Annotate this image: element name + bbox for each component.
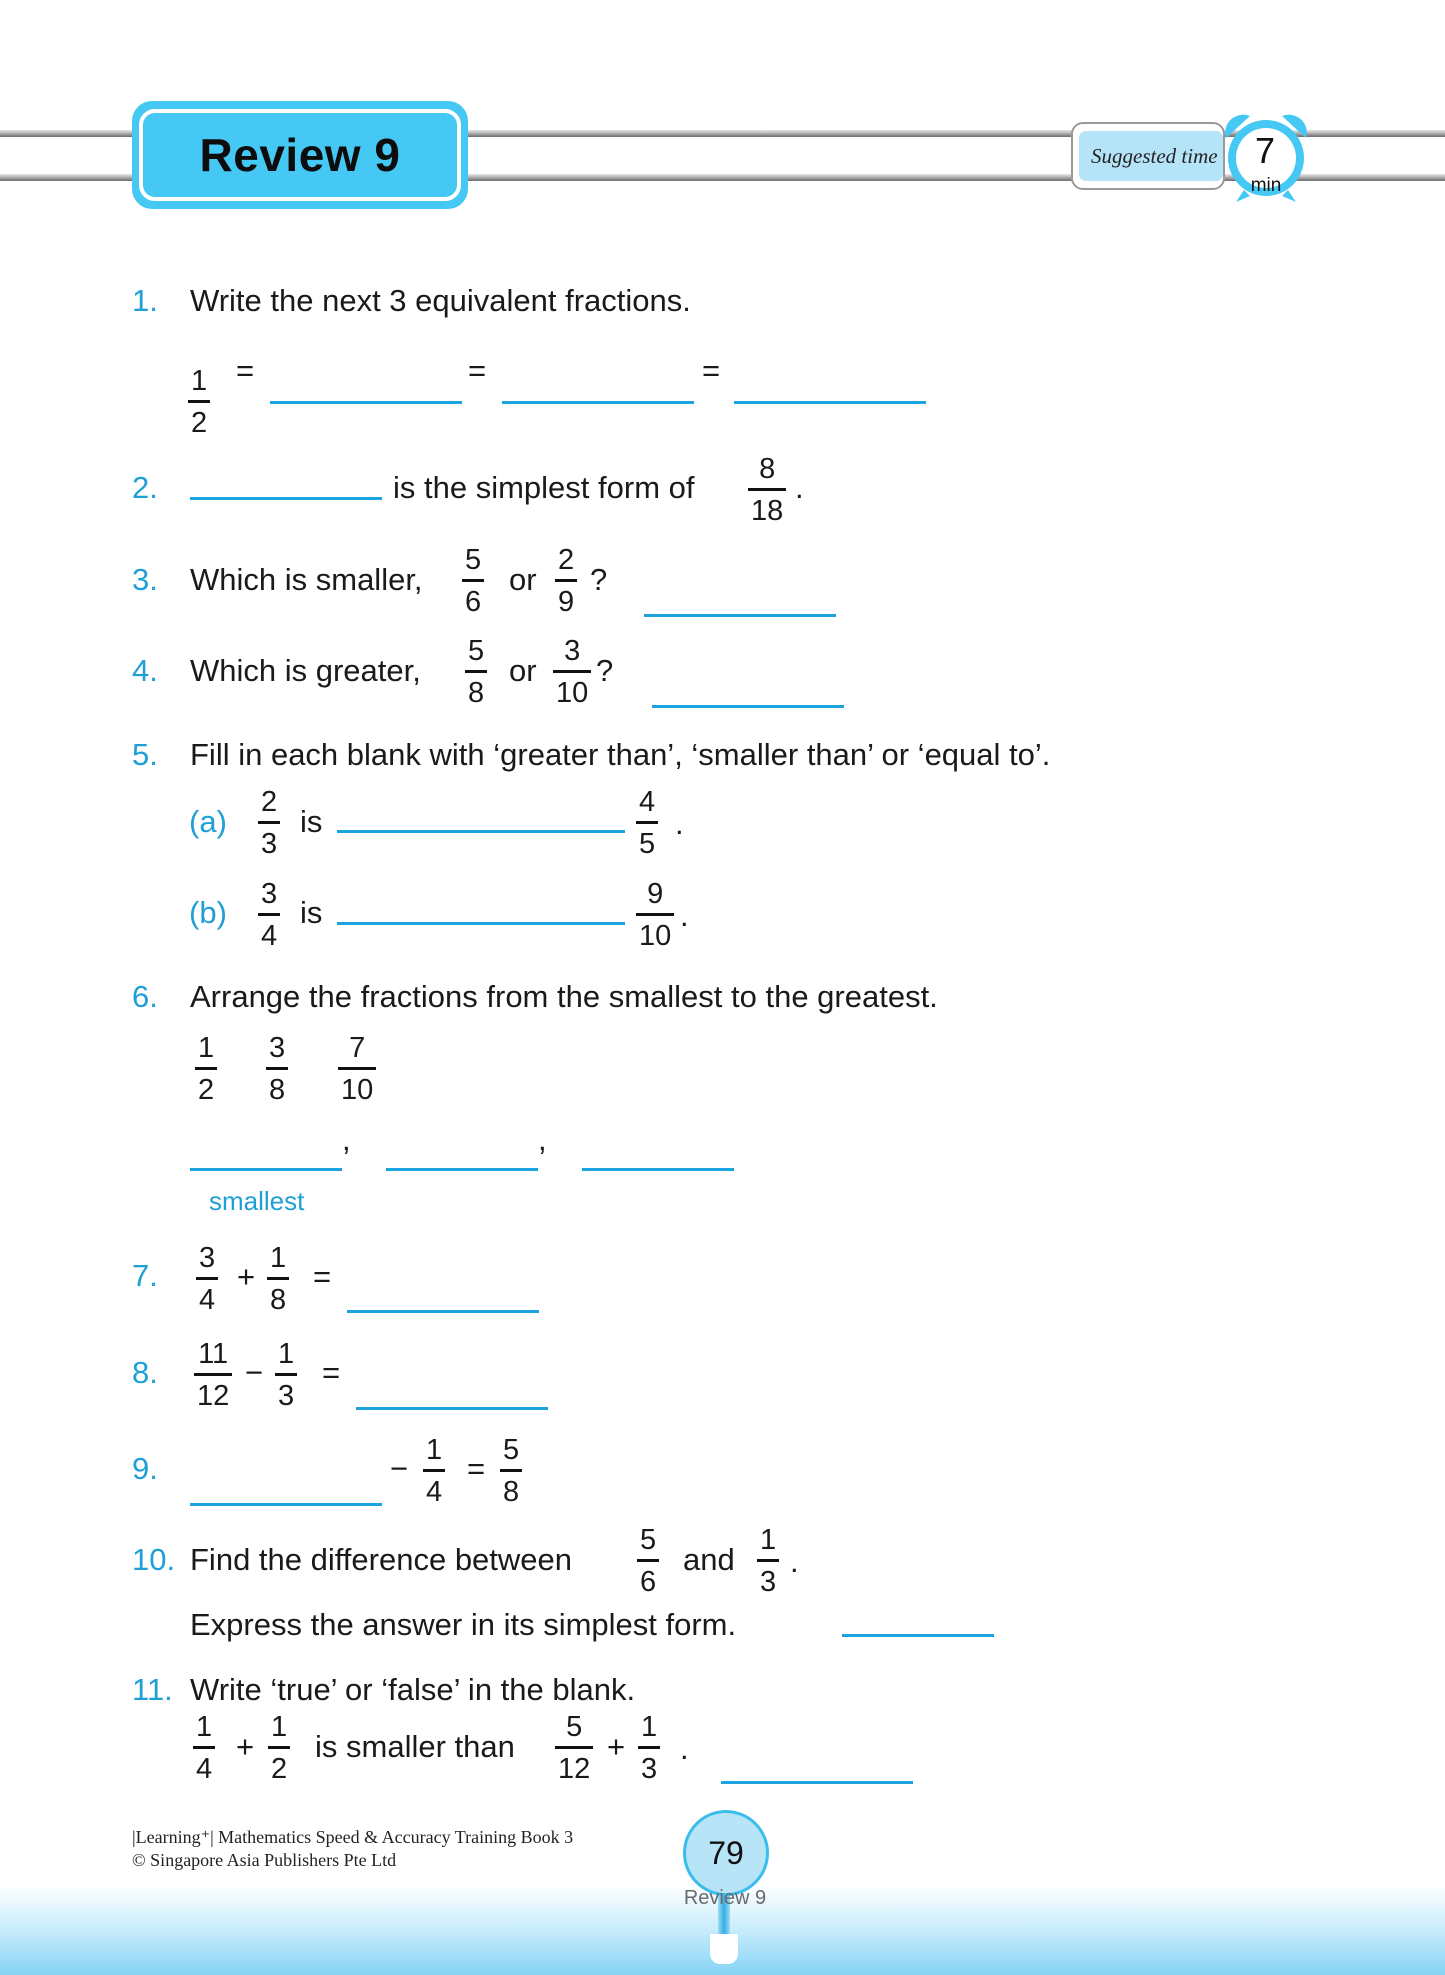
denominator: 10 [639,920,672,952]
numerator: 1 [198,1032,215,1064]
denominator: 8 [270,1284,287,1316]
fraction [636,880,674,951]
equals-sign: = [467,1451,486,1486]
numerator: 2 [261,786,278,818]
denominator: 3 [261,828,278,860]
minus-sign: − [245,1355,264,1390]
page-title: Review 9 [199,129,401,181]
denominator: 10 [341,1074,374,1106]
question-text: is the simplest form of [393,470,695,505]
question-text: Fill in each blank with ‘greater than’, ‘smaller than’ or ‘equal to’. [190,737,1051,772]
numerator: 5 [640,1524,657,1556]
numerator: 3 [564,635,581,667]
fraction [267,1244,289,1315]
denominator: 4 [426,1476,443,1508]
numerator: 3 [199,1242,216,1274]
answer-blank[interactable] [644,614,836,617]
smallest-label: smallest [209,1186,305,1216]
question-text: Write the next 3 equivalent fractions. [190,283,691,318]
denominator: 6 [465,586,482,618]
is-text: is [300,804,323,839]
fraction [275,1340,297,1411]
answer-blank[interactable] [190,1503,382,1506]
fraction [338,1034,376,1105]
fraction [258,880,280,951]
denominator: 5 [639,828,656,860]
numerator: 2 [558,544,575,576]
equals-sign: = [236,353,255,388]
fraction [266,1034,288,1105]
equals-sign: = [313,1259,332,1294]
page-title-inner [139,109,461,201]
period: . [680,898,689,933]
denominator: 2 [271,1753,288,1785]
and-text: and [683,1542,735,1577]
denominator: 2 [198,1074,215,1106]
answer-blank[interactable] [386,1168,538,1171]
suggested-time-value: 7 [1254,130,1276,171]
question-mark: ? [596,653,614,688]
fraction [268,1713,290,1784]
numerator: 7 [349,1032,366,1064]
answer-blank[interactable] [356,1407,548,1410]
denominator: 3 [641,1753,658,1785]
numerator: 1 [271,1711,288,1743]
numerator: 8 [759,453,776,485]
denominator: 18 [751,495,784,527]
denominator: 8 [503,1476,520,1508]
numerator: 5 [566,1711,583,1743]
equals-sign: = [702,353,721,388]
answer-blank[interactable] [337,830,625,833]
answer-blank[interactable] [190,1168,342,1171]
numerator: 1 [278,1338,295,1370]
question-text: Which is smaller, [190,562,423,597]
page-number: 79 [708,1834,744,1871]
question-number: 4. [132,653,158,688]
numerator: 1 [426,1434,443,1466]
question-number: 11. [132,1672,173,1707]
period: . [680,1731,689,1766]
denominator: 12 [558,1753,591,1785]
answer-blank[interactable] [652,705,844,708]
denominator: 3 [760,1566,777,1598]
comma: , [342,1122,351,1157]
suggested-time-label: Suggested time [1091,143,1218,168]
denominator: 2 [191,407,208,439]
question-number: 6. [132,979,158,1014]
fraction [194,1340,232,1411]
fraction [637,1526,659,1597]
fraction [188,367,210,438]
fraction [748,455,786,526]
period: . [675,806,684,841]
question-number: 10. [132,1542,176,1577]
minus-sign: − [390,1451,409,1486]
fraction [462,546,484,617]
answer-blank[interactable] [347,1310,539,1313]
denominator: 8 [269,1074,286,1106]
fraction [258,788,280,859]
numerator: 5 [468,635,485,667]
denominator: 10 [556,677,589,709]
numerator: 1 [641,1711,658,1743]
denominator: 3 [278,1380,295,1412]
question-number: 3. [132,562,158,597]
or-text: or [509,562,537,597]
question-number: 1. [132,283,158,318]
question-number: 5. [132,737,158,772]
question-number: 8. [132,1355,158,1390]
fraction [757,1526,779,1597]
answer-blank[interactable] [337,922,625,925]
fraction [193,1713,215,1784]
footer-book-title: |Learning⁺| Mathematics Speed & Accuracy Training Book 3 [132,1827,574,1847]
denominator: 4 [196,1753,213,1785]
comparison-text: is smaller than [315,1729,515,1764]
plus-sign: + [237,1259,256,1294]
fraction [196,1244,218,1315]
denominator: 12 [197,1380,230,1412]
comma: , [538,1122,547,1157]
question-number: 9. [132,1451,158,1486]
equals-sign: = [322,1355,341,1390]
page-number-badge [683,1810,769,1896]
suggested-time-badge [1071,122,1225,190]
fraction [638,1713,660,1784]
plus-sign: + [236,1729,255,1764]
denominator: 8 [468,677,485,709]
question-text: Find the difference between [190,1542,573,1577]
fraction [553,637,591,708]
answer-blank[interactable] [270,401,462,404]
period: . [790,1544,799,1579]
numerator: 9 [647,878,664,910]
fraction [555,546,577,617]
numerator: 1 [191,365,208,397]
question-text-2: Express the answer in its simplest form. [190,1607,737,1642]
fraction [636,788,658,859]
or-text: or [509,653,537,688]
question-number: 7. [132,1258,158,1293]
question-mark: ? [590,562,608,597]
numerator: 4 [639,786,656,818]
plus-sign: + [607,1729,626,1764]
numerator: 5 [465,544,482,576]
answer-blank[interactable] [842,1634,994,1637]
subpart-label: (b) [189,895,227,930]
numerator: 1 [196,1711,213,1743]
denominator: 9 [558,586,575,618]
fraction [500,1436,522,1507]
denominator: 4 [261,920,278,952]
is-text: is [300,895,323,930]
denominator: 6 [640,1566,657,1598]
footer-section-label: Review 9 [683,1887,767,1909]
suggested-time-unit: min [1250,175,1282,196]
question-text: Which is greater, [190,653,421,688]
period: . [795,470,804,505]
numerator: 1 [270,1242,287,1274]
answer-blank[interactable] [734,401,926,404]
fraction [195,1034,217,1105]
fraction [423,1436,445,1507]
page-marker-foot [710,1934,738,1964]
subpart-label: (a) [189,804,227,839]
equals-sign: = [468,353,487,388]
answer-blank[interactable] [190,497,382,500]
denominator: 4 [199,1284,216,1316]
question-text: Arrange the fractions from the smallest to the greatest. [190,979,938,1014]
fraction [465,637,487,708]
numerator: 3 [269,1032,286,1064]
numerator: 3 [261,878,278,910]
fraction [555,1713,593,1784]
question-text: Write ‘true’ or ‘false’ in the blank. [190,1672,636,1707]
numerator: 11 [198,1338,229,1370]
answer-blank[interactable] [721,1781,913,1784]
footer-copyright: © Singapore Asia Publishers Pte Ltd [132,1850,397,1870]
numerator: 5 [503,1434,520,1466]
answer-blank[interactable] [582,1168,734,1171]
question-number: 2. [132,470,158,505]
page-title-badge [132,101,468,209]
suggested-time-inner [1079,131,1223,181]
numerator: 1 [760,1524,777,1556]
answer-blank[interactable] [502,401,694,404]
